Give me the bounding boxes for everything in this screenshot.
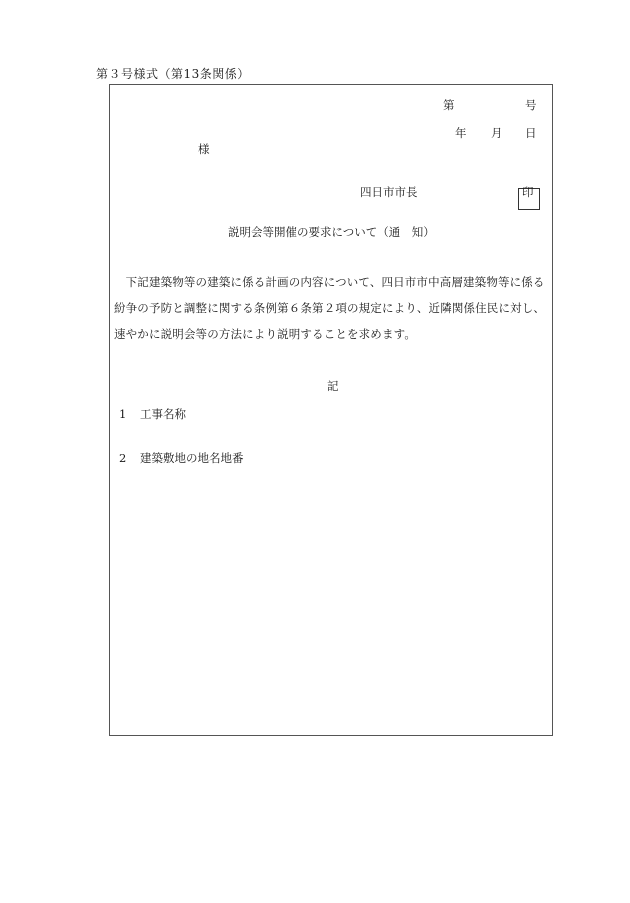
document-title: 説明会等開催の要求について（通 知） [228,225,435,239]
body-line: 速やかに説明会等の方法により説明することを求めます。 [114,327,416,341]
date-month: 月 [491,126,503,140]
body-line: 下記建築物等の建築に係る計画の内容について、四日市市中高層建築物等に係る [114,275,545,289]
document-number-prefix: 第 [443,98,455,112]
form-number-label: 第３号様式（第13条関係） [96,67,250,81]
body-line: 紛争の予防と調整に関する条例第６条第２項の規定により、近隣関係住民に対し、 [114,301,546,315]
date-day: 日 [525,126,537,140]
sender-title: 四日市市長 [360,185,418,199]
ki-heading: 記 [327,379,339,393]
item-2-label: 建築敷地の地名地番 [140,451,244,465]
item-1-number: 1 [119,407,127,421]
document-number-suffix: 号 [525,98,537,112]
item-1-label: 工事名称 [140,407,186,421]
recipient-honorific: 様 [198,142,210,156]
date-year: 年 [455,126,467,140]
document-frame [109,84,553,736]
document-body [114,269,554,347]
seal-label: 印 [522,185,534,199]
item-2-number: 2 [119,451,127,465]
